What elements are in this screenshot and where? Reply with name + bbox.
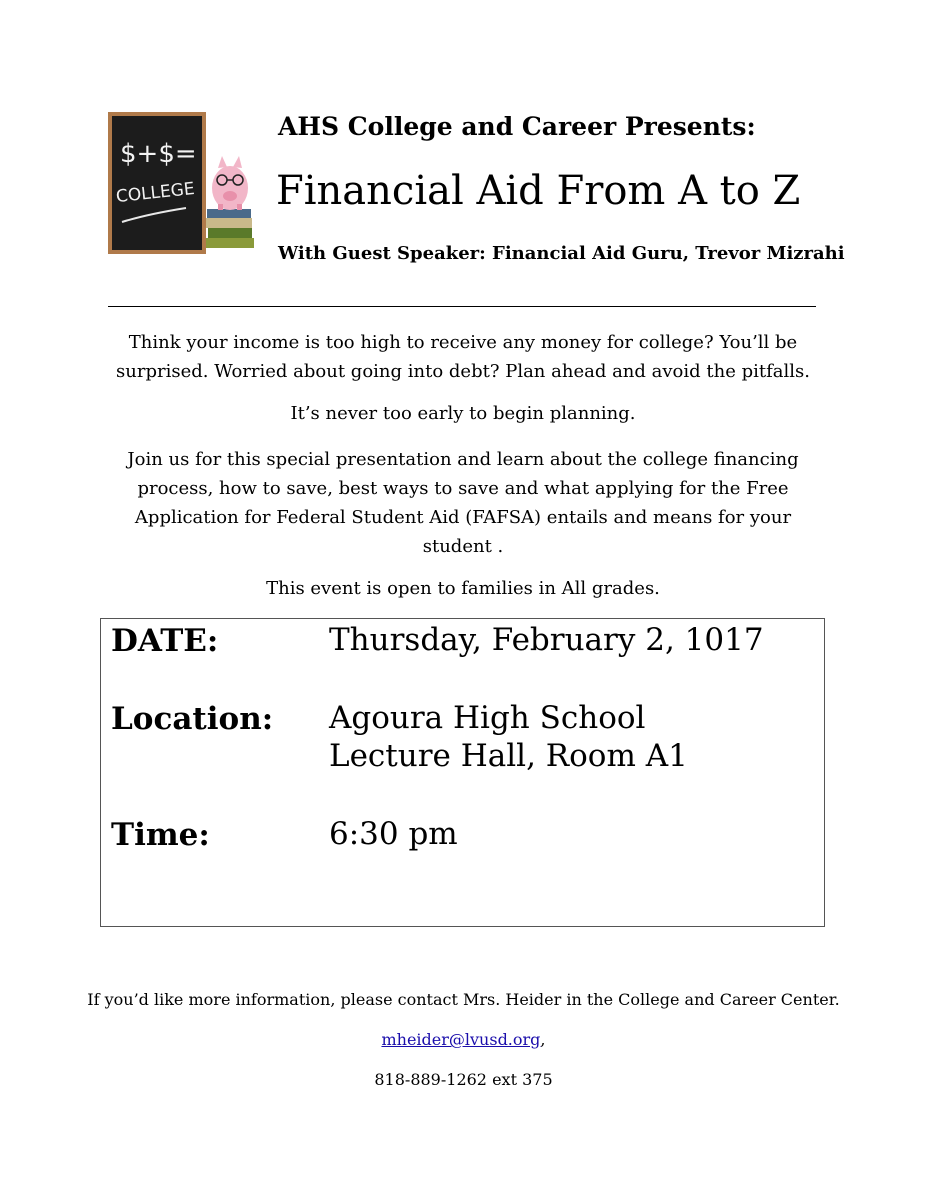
date-value: Thursday, February 2, 1017: [329, 622, 764, 658]
phone-number: 818-889-1262 ext 375: [374, 1070, 553, 1089]
chalkboard-piggy-bank-icon: [108, 110, 258, 260]
email-line: [60, 1030, 867, 1049]
time-label: Time:: [111, 817, 210, 853]
time-value: 6:30 pm: [329, 816, 458, 852]
chalkboard-line1: $+$=: [120, 139, 197, 169]
date-label: DATE:: [111, 623, 219, 659]
location-value: [329, 699, 688, 775]
header-divider: [108, 306, 816, 307]
page-title: Financial Aid From A to Z: [276, 168, 801, 214]
location-line1: Agoura High School: [329, 700, 646, 736]
presenter-heading: AHS College and Career Presents:: [278, 112, 756, 141]
presentation-paragraph: Join us for this special presentation and learn about the college financing process, how to save, best ways to save and what applying for the Free Application for Federal Student Aid (FAFSA) entails and means for your student .: [127, 449, 799, 557]
email-link[interactable]: mheider@lvusd.org: [381, 1030, 541, 1049]
intro-paragraph: Think your income is too high to receive any money for college? You’ll be surprised. Worried about going into debt? Plan ahead and avoid the pitfalls.: [116, 332, 810, 382]
contact-text: If you’d like more information, please contact Mrs. Heider in the College and Career Center.: [87, 990, 840, 1009]
location-line2: Lecture Hall, Room A1: [329, 738, 688, 774]
planning-paragraph: It’s never too early to begin planning.: [290, 403, 636, 424]
location-label: Location:: [111, 701, 274, 737]
chalkboard-line2: COLLEGE: [115, 178, 196, 208]
audience-paragraph: This event is open to families in All grades.: [266, 578, 660, 599]
guest-speaker: With Guest Speaker: Financial Aid Guru, Trevor Mizrahi: [278, 243, 845, 264]
event-details-box: [100, 618, 825, 927]
chalkboard-illustration: [108, 110, 258, 260]
email-suffix: ,: [540, 1030, 546, 1049]
